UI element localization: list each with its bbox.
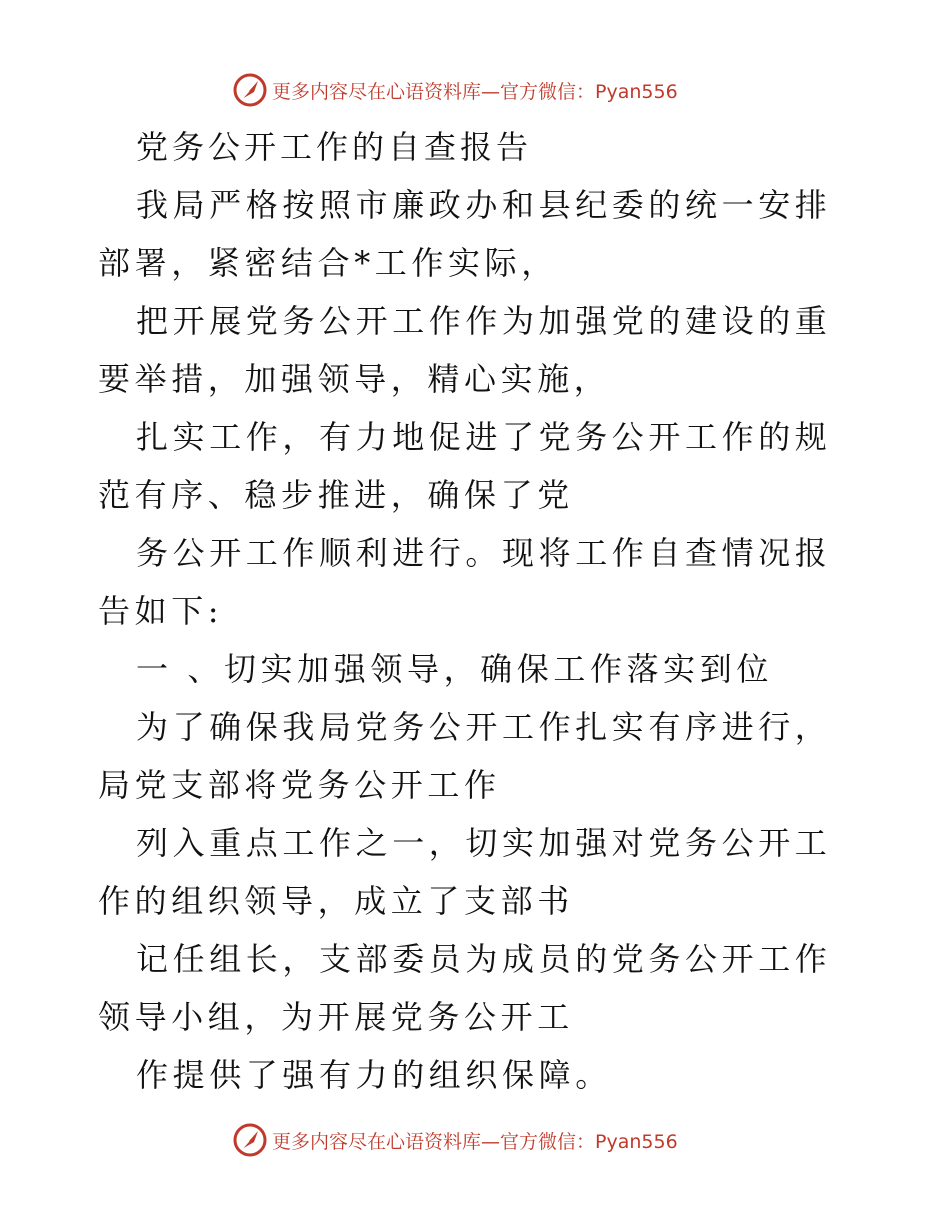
footer-banner-text: 更多内容尽在心语资料库—官方微信：Pyan556: [272, 1130, 678, 1153]
footer-banner: [232, 1120, 678, 1160]
document-title: 党务公开工作的自查报告: [136, 128, 533, 166]
paragraph: 扎实工作，有力地促进了党务公开工作的规范有序、稳步推进，确保了党: [98, 418, 832, 514]
paragraph: 作提供了强有力的组织保障。: [136, 1056, 612, 1094]
section-heading: 一 、切实加强领导，确保工作落实到位: [136, 650, 773, 688]
header-banner-text: 更多内容尽在心语资料库—官方微信：Pyan556: [272, 80, 678, 103]
paragraph: 记任组长，支部委员为成员的党务公开工作领导小组，为开展党务公开工: [98, 940, 832, 1036]
paragraph: 列入重点工作之一，切实加强对党务公开工作的组织领导，成立了支部书: [98, 824, 832, 920]
paragraph: 为了确保我局党务公开工作扎实有序进行，局党支部将党务公开工作: [98, 708, 832, 804]
quill-logo-icon: [232, 1122, 268, 1158]
paragraph: 我局严格按照市廉政办和县纪委的统一安排部署，紧密结合*工作实际，: [98, 186, 832, 282]
document-body: [98, 118, 858, 1104]
paragraph: 务公开工作顺利进行。现将工作自查情况报告如下:: [98, 534, 832, 630]
header-banner: [232, 70, 678, 110]
quill-logo-icon: [232, 72, 268, 108]
paragraph: 把开展党务公开工作作为加强党的建设的重要举措，加强领导，精心实施，: [98, 302, 832, 398]
